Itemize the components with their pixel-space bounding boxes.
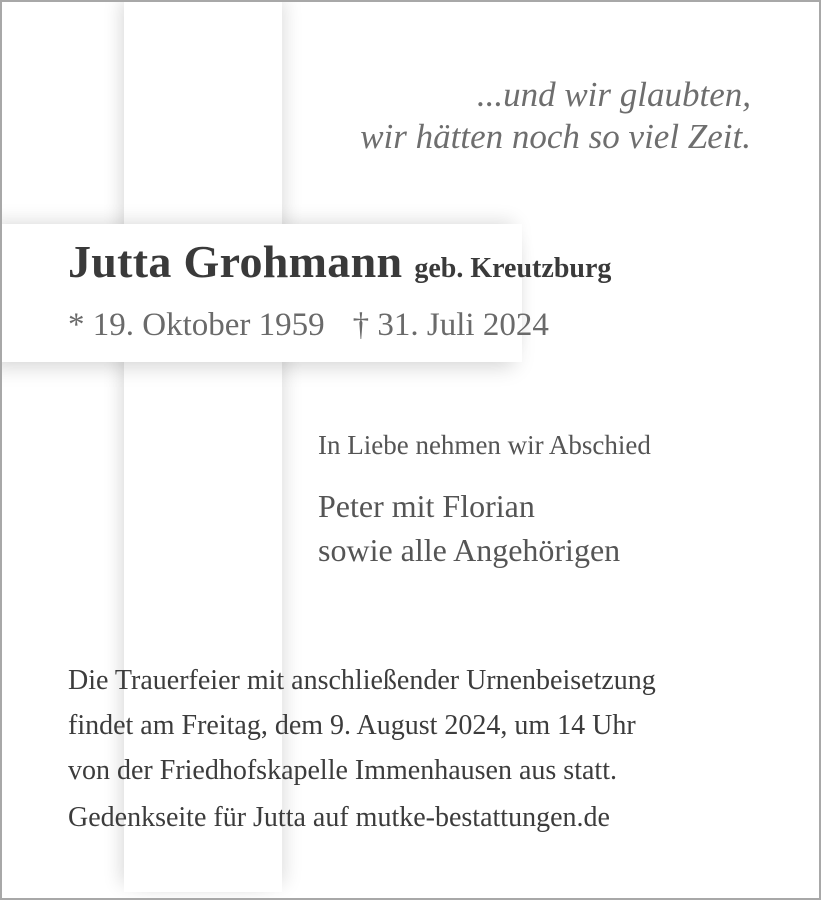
quote-line-1: ...und wir glaubten,	[476, 75, 751, 114]
quote	[360, 74, 751, 158]
deceased-name: Jutta Grohmann	[68, 236, 403, 287]
mourners	[318, 484, 620, 572]
memorial-page-link: Gedenkseite für Jutta auf mutke-bestattungen.de	[68, 802, 610, 833]
quote-line-2: wir hätten noch so viel Zeit.	[360, 117, 751, 156]
ceremony-info	[68, 658, 656, 793]
life-dates	[68, 307, 549, 344]
mourner-line-1: Peter mit Florian	[318, 488, 535, 524]
ceremony-line-3: von der Friedhofskapelle Immenhausen aus statt.	[68, 755, 617, 786]
notice-content	[2, 2, 819, 898]
death-date: † 31. Juli 2024	[352, 307, 549, 343]
mourner-line-2: sowie alle Angehörigen	[318, 532, 621, 568]
farewell-intro: In Liebe nehmen wir Abschied	[318, 430, 651, 460]
ceremony-line-2: findet am Freitag, dem 9. August 2024, um 14 Uhr	[68, 710, 636, 741]
deceased-name-line	[68, 235, 611, 288]
birth-date: * 19. Oktober 1959	[68, 307, 325, 343]
ceremony-line-1: Die Trauerfeier mit anschließender Urnenbeisetzung	[68, 665, 656, 696]
maiden-name: geb. Kreutzburg	[414, 253, 612, 284]
